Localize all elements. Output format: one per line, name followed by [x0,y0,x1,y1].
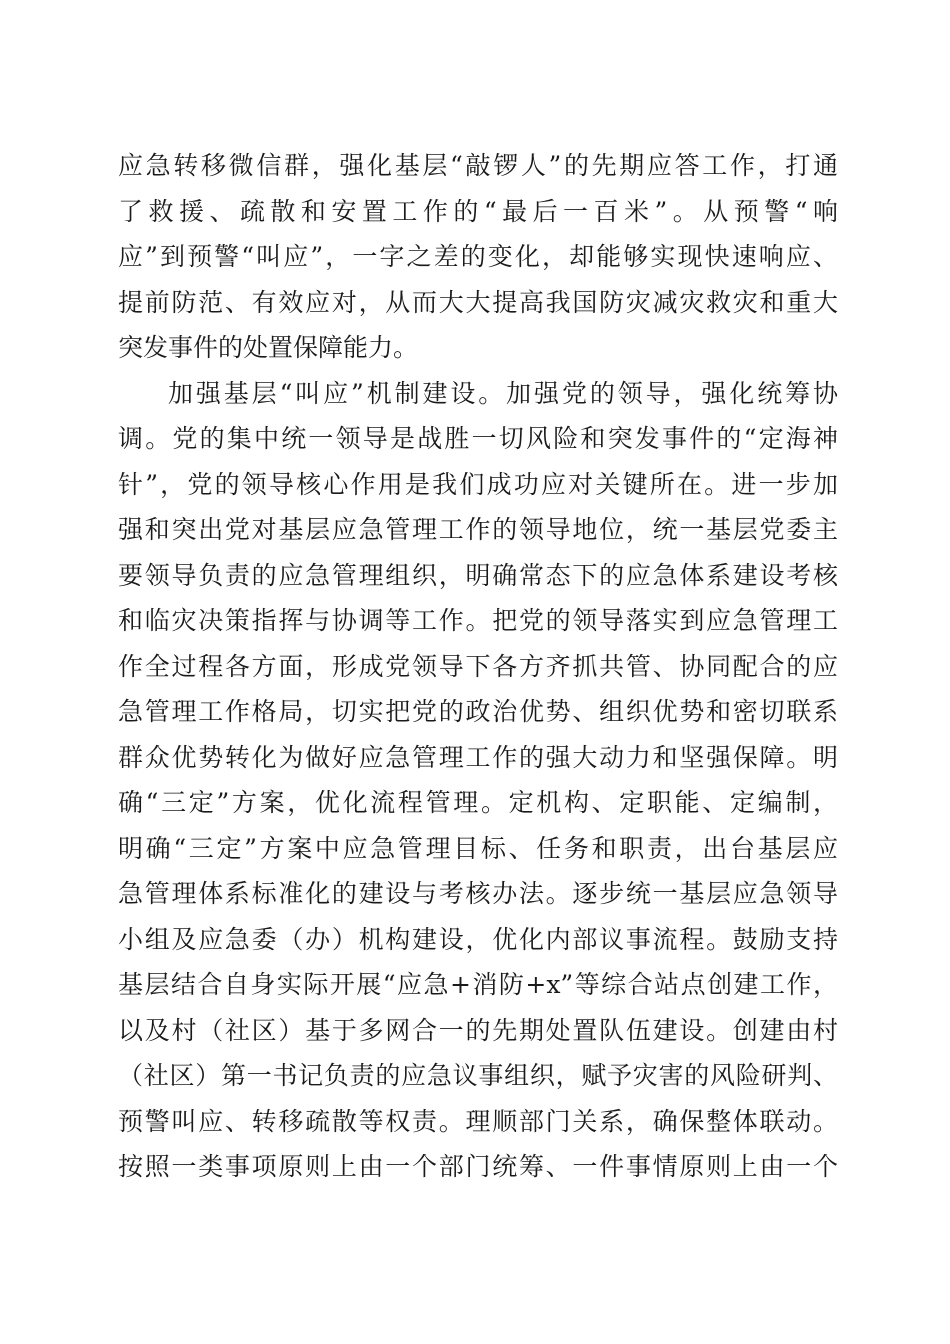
text-line: 群众优势转化为做好应急管理工作的强大动力和坚强保障。明 [118,742,838,772]
text-line: 要领导负责的应急管理组织，明确常态下的应急体系建设考核 [118,560,838,590]
text-line: 以及村（社区）基于多网合一的先期处置队伍建设。创建由村 [118,1015,838,1045]
text-line: 作全过程各方面，形成党领导下各方齐抓共管、协同配合的应 [118,651,838,681]
text-line: 明确“三定”方案中应急管理目标、任务和职责，出台基层应 [118,833,838,863]
text-line: 预警叫应、转移疏散等权责。理顺部门关系，确保整体联动。 [118,1106,838,1136]
text-line: 基层结合自身实际开展“应急+消防+x”等综合站点创建工作， [118,970,838,999]
text-line: 确“三定”方案，优化流程管理。定机构、定职能、定编制， [118,788,838,817]
text-line: 了救援、疏散和安置工作的“最后一百米”。从预警“响 [118,196,838,226]
text-line: 急管理体系标准化的建设与考核办法。逐步统一基层应急领导 [118,879,838,908]
text-line: （社区）第一书记负责的应急议事组织，赋予灾害的风险研判、 [118,1061,838,1090]
text-line: 急管理工作格局，切实把党的政治优势、组织优势和密切联系 [118,697,838,726]
text-line: 和临灾决策指挥与协调等工作。把党的领导落实到应急管理工 [118,606,838,635]
text-line: 小组及应急委（办）机构建设，优化内部议事流程。鼓励支持 [118,924,838,954]
text-line: 调。党的集中统一领导是战胜一切风险和突发事件的“定海神 [118,424,838,453]
body-text [118,143,838,1190]
text-line: 强和突出党对基层应急管理工作的领导地位，统一基层党委主 [118,515,838,544]
text-line: 针”，党的领导核心作用是我们成功应对关键所在。进一步加 [118,469,838,499]
paragraph-heading-line: 加强基层“叫应”机制建设。加强党的领导，强化统筹协 [168,378,838,408]
text-line: 突发事件的处置保障能力。 [118,333,419,362]
text-line: 提前防范、有效应对，从而大大提高我国防灾减灾救灾和重大 [118,287,838,317]
text-line: 按照一类事项原则上由一个部门统筹、一件事情原则上由一个 [118,1152,838,1181]
text-line: 应急转移微信群，强化基层“敲锣人”的先期应答工作，打通 [118,151,838,180]
text-line: 应”到预警“叫应”，一字之差的变化，却能够实现快速响应、 [118,242,838,271]
